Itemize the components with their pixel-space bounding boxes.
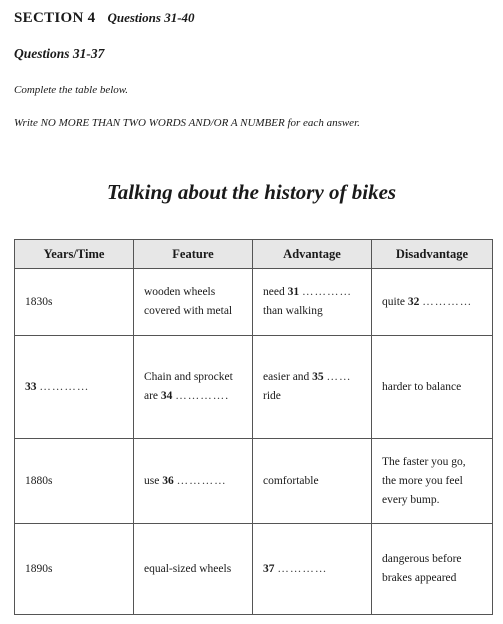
table-row bbox=[15, 336, 493, 439]
header-advantage: Advantage bbox=[253, 240, 372, 269]
question-number-31: 31 bbox=[287, 286, 300, 298]
cell-disadvantage bbox=[372, 439, 493, 524]
feature-line: Chain and sprocket bbox=[144, 371, 233, 383]
disadvantage-text: quite bbox=[382, 295, 405, 308]
instruction-word-limit: Write NO MORE THAN TWO WORDS AND/OR A NUMBER for each answer. bbox=[14, 117, 360, 129]
cell-year bbox=[15, 439, 134, 524]
answer-blank-33[interactable]: ………… bbox=[39, 380, 90, 393]
cell-advantage bbox=[253, 439, 372, 524]
disadvantage-line: The faster you go, bbox=[382, 455, 466, 468]
answer-blank-32[interactable]: ………… bbox=[422, 295, 473, 308]
section-label: SECTION 4 bbox=[14, 10, 96, 26]
cell-year bbox=[15, 269, 134, 336]
table-header-row bbox=[15, 240, 493, 269]
table-row bbox=[15, 439, 493, 524]
table-row bbox=[15, 524, 493, 615]
cell-advantage bbox=[253, 336, 372, 439]
advantage-text: need bbox=[263, 286, 285, 298]
disadvantage-line: the more you feel bbox=[382, 474, 463, 487]
answer-blank-35[interactable]: …… bbox=[326, 371, 352, 383]
advantage-text: easier and bbox=[263, 371, 310, 383]
cell-disadvantage bbox=[372, 336, 493, 439]
feature-text: equal-sized wheels bbox=[144, 562, 232, 575]
header-disadvantage: Disadvantage bbox=[372, 240, 493, 269]
cell-disadvantage bbox=[372, 524, 493, 615]
section-range: Questions 31-40 bbox=[107, 10, 195, 25]
question-number-36: 36 bbox=[162, 474, 174, 487]
feature-text: are bbox=[144, 390, 159, 402]
cell-advantage bbox=[253, 269, 372, 336]
disadvantage-line: dangerous before bbox=[382, 553, 462, 565]
advantage-text: ride bbox=[263, 390, 281, 402]
disadvantage-line: every bump. bbox=[382, 493, 440, 506]
question-number-32: 32 bbox=[407, 295, 420, 308]
cell-feature bbox=[134, 336, 253, 439]
year-text: 1890s bbox=[25, 562, 53, 575]
feature-period: . bbox=[225, 390, 229, 402]
question-number-37: 37 bbox=[263, 562, 275, 575]
year-text: 1830s bbox=[25, 295, 53, 308]
cell-disadvantage bbox=[372, 269, 493, 336]
answer-blank-37[interactable]: ………… bbox=[277, 562, 328, 575]
disadvantage-line: brakes appeared bbox=[382, 572, 457, 584]
disadvantage-text: harder to balance bbox=[382, 380, 462, 393]
cell-advantage bbox=[253, 524, 372, 615]
questions-subheading: Questions 31-37 bbox=[14, 46, 105, 61]
cell-year bbox=[15, 336, 134, 439]
question-number-34: 34 bbox=[160, 390, 173, 402]
cell-year bbox=[15, 524, 134, 615]
table-row bbox=[15, 269, 493, 336]
feature-line: wooden wheels bbox=[144, 286, 216, 298]
advantage-text: than walking bbox=[263, 305, 323, 317]
feature-text: use bbox=[144, 474, 160, 487]
answer-blank-36[interactable]: ………… bbox=[176, 474, 227, 487]
header-years: Years/Time bbox=[15, 240, 134, 269]
cell-feature bbox=[134, 439, 253, 524]
header-feature: Feature bbox=[134, 240, 253, 269]
cell-feature bbox=[134, 524, 253, 615]
cell-feature bbox=[134, 269, 253, 336]
answer-blank-31[interactable]: ………… bbox=[301, 286, 352, 298]
year-text: 1880s bbox=[25, 474, 53, 487]
section-header bbox=[14, 9, 195, 27]
history-table bbox=[14, 239, 493, 615]
question-number-35: 35 bbox=[312, 371, 324, 383]
table-title: Talking about the history of bikes bbox=[106, 180, 397, 204]
instruction-complete: Complete the table below. bbox=[14, 84, 129, 96]
advantage-text: comfortable bbox=[263, 474, 319, 487]
answer-blank-34[interactable]: ………… bbox=[175, 390, 226, 402]
question-number-33: 33 bbox=[25, 380, 37, 393]
feature-line: covered with metal bbox=[144, 305, 233, 317]
